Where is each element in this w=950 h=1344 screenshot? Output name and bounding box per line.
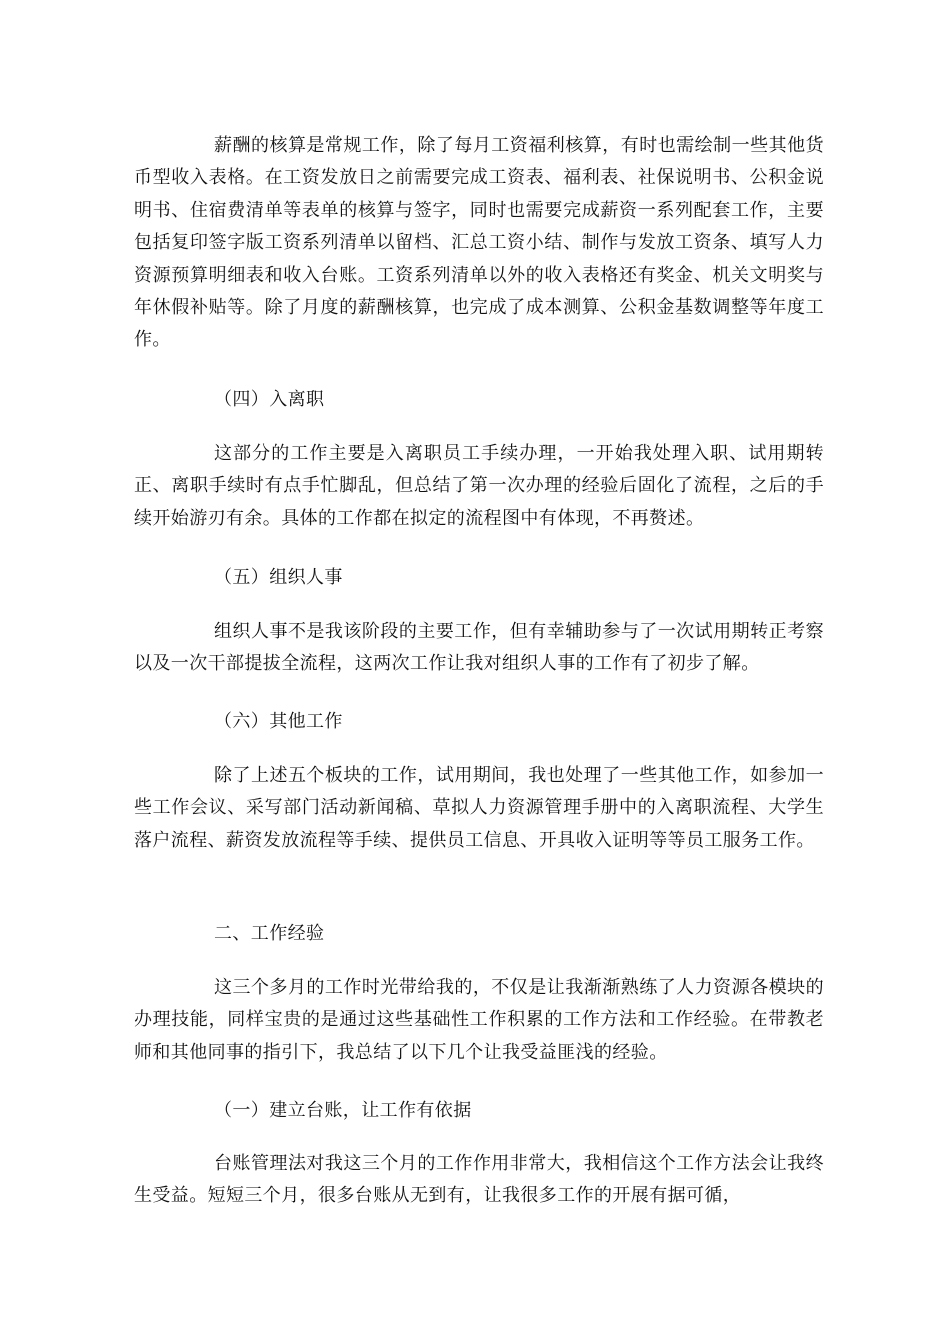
heading-work-experience: 二、工作经验	[214, 923, 325, 944]
paragraph-salary-accounting: 薪酬的核算是常规工作，除了每月工资福利核算，有时也需绘制一些其他货币型收入表格。在工资发放日之前需要完成工资表、福利表、社保说明书、公积金说明书、住宿费清单等表单的核算与签字，同时也需要完成薪资一系列配套工作，主要包括复印签字版工资系列清单以留档、汇总工资小结、制作与发放工资条、填写人力资源预算明细表和收入台账。工资系列清单以外的收入表格还有奖金、机关文明奖与年休假补贴等。除了月度的薪酬核算，也完成了成本测算、公积金基数调整等年度工作。	[134, 135, 824, 351]
heading-onboarding-offboarding: （四）入离职	[214, 389, 325, 410]
heading-ledger: （一）建立台账，让工作有依据	[214, 1100, 472, 1121]
heading-other-work: （六）其他工作	[214, 711, 343, 732]
heading-organizational-personnel: （五）组织人事	[214, 567, 343, 588]
paragraph-onboarding-offboarding: 这部分的工作主要是入离职员工手续办理，一开始我处理入职、试用期转正、离职手续时有点手忙脚乱，但总结了第一次办理的经验后固化了流程，之后的手续开始游刃有余。具体的工作都在拟定的流程图中有体现，不再赘述。	[134, 443, 824, 529]
paragraph-work-experience: 这三个多月的工作时光带给我的，不仅是让我渐渐熟练了人力资源各模块的办理技能，同样宝贵的是通过这些基础性工作积累的工作方法和工作经验。在带教老师和其他同事的指引下，我总结了以下几个让我受益匪浅的经验。	[134, 977, 824, 1063]
paragraph-ledger: 台账管理法对我这三个月的工作作用非常大，我相信这个工作方法会让我终生受益。短短三个月，很多台账从无到有，让我很多工作的开展有据可循，	[134, 1153, 824, 1207]
paragraph-organizational-personnel: 组织人事不是我该阶段的主要工作，但有幸辅助参与了一次试用期转正考察以及一次干部提拔全流程，这两次工作让我对组织人事的工作有了初步了解。	[134, 621, 824, 675]
paragraph-other-work: 除了上述五个板块的工作，试用期间，我也处理了一些其他工作，如参加一些工作会议、采写部门活动新闻稿、草拟人力资源管理手册中的入离职流程、大学生落户流程、薪资发放流程等手续、提供员工信息、开具收入证明等等员工服务工作。	[134, 765, 824, 851]
